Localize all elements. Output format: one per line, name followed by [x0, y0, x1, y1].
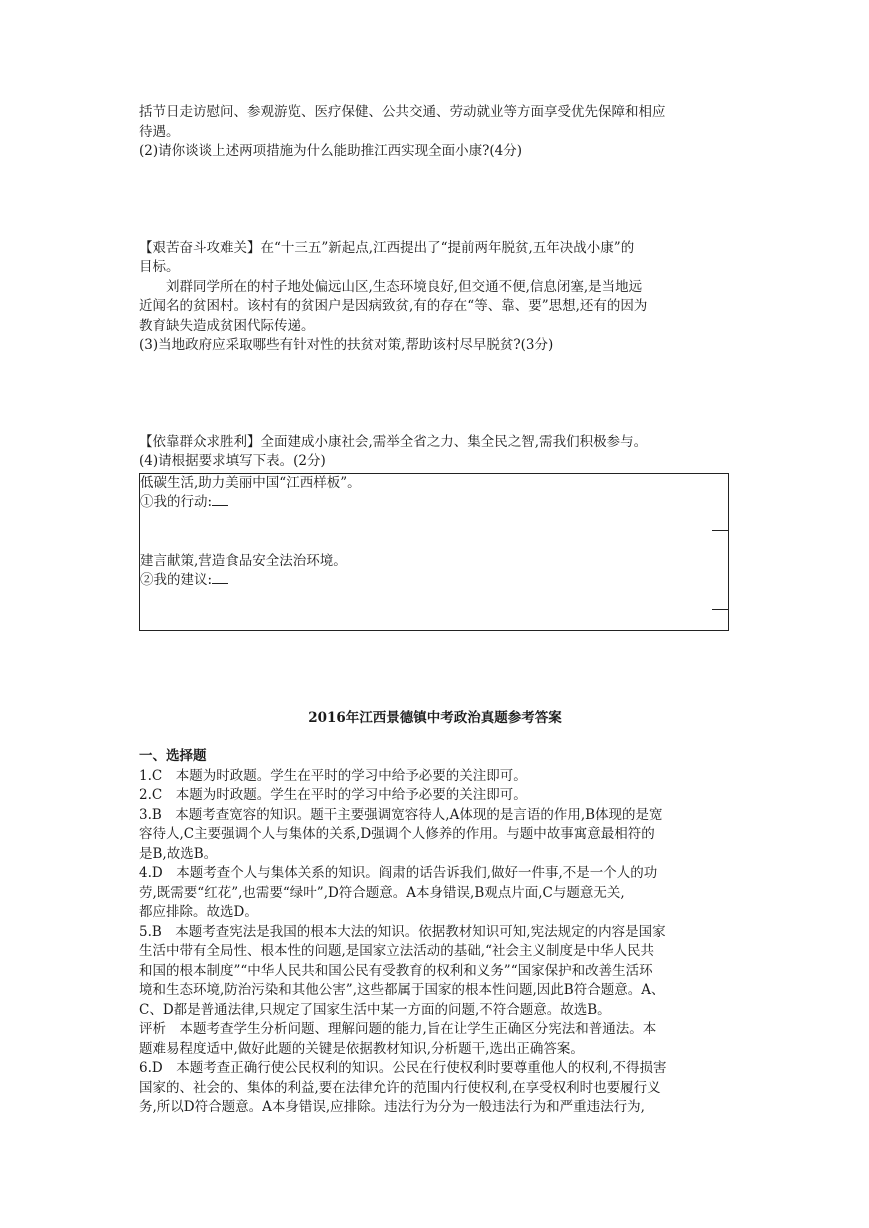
table-row1-title: 低碳生活,助力美丽中国“江西样板”。	[140, 474, 361, 491]
answer-line: 题难易程度适中,做好此题的关键是依据教材知识,分析题干,选出正确答案。	[139, 1040, 584, 1057]
answer-line: 5.B 本题考查宪法是我国的根本大法的知识。依据教材知识可知,宪法规定的内容是国家	[139, 923, 666, 940]
document-page	[139, 103, 731, 1118]
answer-line: 劳,既需要“红花”,也需要“绿叶”,D符合题意。A本身错误,B观点片面,C与题意无关,	[139, 884, 625, 901]
section-multiple-choice: 一、选择题	[139, 748, 207, 764]
answer-space-2	[139, 162, 731, 239]
table-row1-prompt	[140, 493, 728, 513]
answer-line: 3.B 本题考查宽容的知识。题干主要强调宽容待人,A体现的是言语的作用,B体现的是宽	[139, 806, 663, 823]
answer-line: 和国的根本制度”“中华人民共和国公民有受教育的权利和义务”“国家保护和改善生活环	[139, 962, 653, 979]
suggestion-blank[interactable]	[212, 571, 228, 584]
answer-line: 是B,故选B。	[139, 845, 218, 862]
answer-line: 务,所以D符合题意。A本身错误,应排除。违法行为分为一般违法行为和严重违法行为,	[139, 1099, 645, 1115]
answer-line: 生活中带有全局性、根本性的问题,是国家立法活动的基础,“社会主义制度是中华人民共	[139, 943, 654, 959]
answer-line: 评析 本题考查学生分析问题、理解问题的能力,旨在让学生正确区分宪法和普通法。本	[139, 1021, 657, 1037]
answer-line: 都应排除。故选D。	[139, 904, 258, 920]
answer-line: 国家的、社会的、集体的利益,要在法律允许的范围内行使权利,在享受权利时也要履行义	[139, 1079, 661, 1096]
answer-line: 6.D 本题考查正确行使公民权利的知识。公民在行使权利时要尊重他人的权利,不得损害	[139, 1060, 667, 1076]
answer-line: 1.C 本题为时政题。学生在平时的学习中给予必要的关注即可。	[139, 767, 527, 784]
answer-line: 2.C 本题为时政题。学生在平时的学习中给予必要的关注即可。	[139, 787, 527, 803]
part3-heading-line-1: 【艰苦奋斗攻难关】在“十三五”新起点,江西提出了“提前两年脱贫,五年决战小康”的	[139, 239, 635, 256]
action-blank[interactable]	[212, 493, 228, 506]
answer-line: 境和生态环境,防治污染和其他公害”,这些都属于国家的根本性问题,因此B符合题意。A、	[139, 982, 665, 998]
answer-space-3	[139, 356, 731, 433]
table-row2-prompt	[140, 571, 728, 591]
action-line-end	[712, 530, 728, 531]
question-3: (3)当地政府应采取哪些有针对性的扶贫对策,帮助该村尽早脱贫?(3分)	[139, 337, 554, 353]
part3-paragraph-line-2: 近闻名的贫困村。该村有的贫困户是因病致贫,有的存在“等、靠、要”思想,还有的因为	[139, 298, 648, 314]
intro-line-1: 括节日走访慰问、参观游览、医疗保健、公共交通、劳动就业等方面享受优先保障和相应	[139, 104, 666, 120]
question-2: (2)请你谈谈上述两项措施为什么能助推江西实现全面小康?(4分)	[139, 143, 522, 159]
table-row2-title: 建言献策,营造食品安全法治环境。	[140, 552, 347, 569]
part3-paragraph-line-1: 刘群同学所在的村子地处偏远山区,生态环境良好,但交通不便,信息闭塞,是当地远	[166, 278, 643, 295]
action-label: ①我的行动:	[140, 494, 213, 510]
section-spacer	[139, 631, 731, 709]
answer-table	[139, 473, 729, 631]
title-spacer	[139, 728, 731, 747]
answer-lines	[139, 767, 731, 1118]
part3-heading-line-2: 目标。	[139, 259, 180, 275]
answer-line: C、D都是普通法律,只规定了国家生活中某一方面的问题,不符合题意。故选B。	[139, 1001, 611, 1018]
answers-title: 2016年江西景德镇中考政治真题参考答案	[308, 709, 562, 726]
part4-heading: 【依靠群众求胜利】全面建成小康社会,需举全省之力、集全民之智,需我们积极参与。	[139, 433, 648, 450]
question-4: (4)请根据要求填写下表。(2分)	[139, 453, 326, 469]
answer-line: 4.D 本题考查个人与集体关系的知识。阎肃的话告诉我们,做好一件事,不是一个人的功	[139, 865, 658, 881]
intro-line-2: 待遇。	[139, 123, 180, 140]
part3-paragraph-line-3: 教育缺失造成贫困代际传递。	[139, 317, 315, 334]
suggestion-line-end	[712, 609, 728, 610]
row1-space	[140, 513, 728, 552]
answer-line: 容待人,C主要强调个人与集体的关系,D强调个人修养的作用。与题中故事寓意最相符的	[139, 826, 655, 842]
suggestion-label: ②我的建议:	[140, 572, 213, 588]
